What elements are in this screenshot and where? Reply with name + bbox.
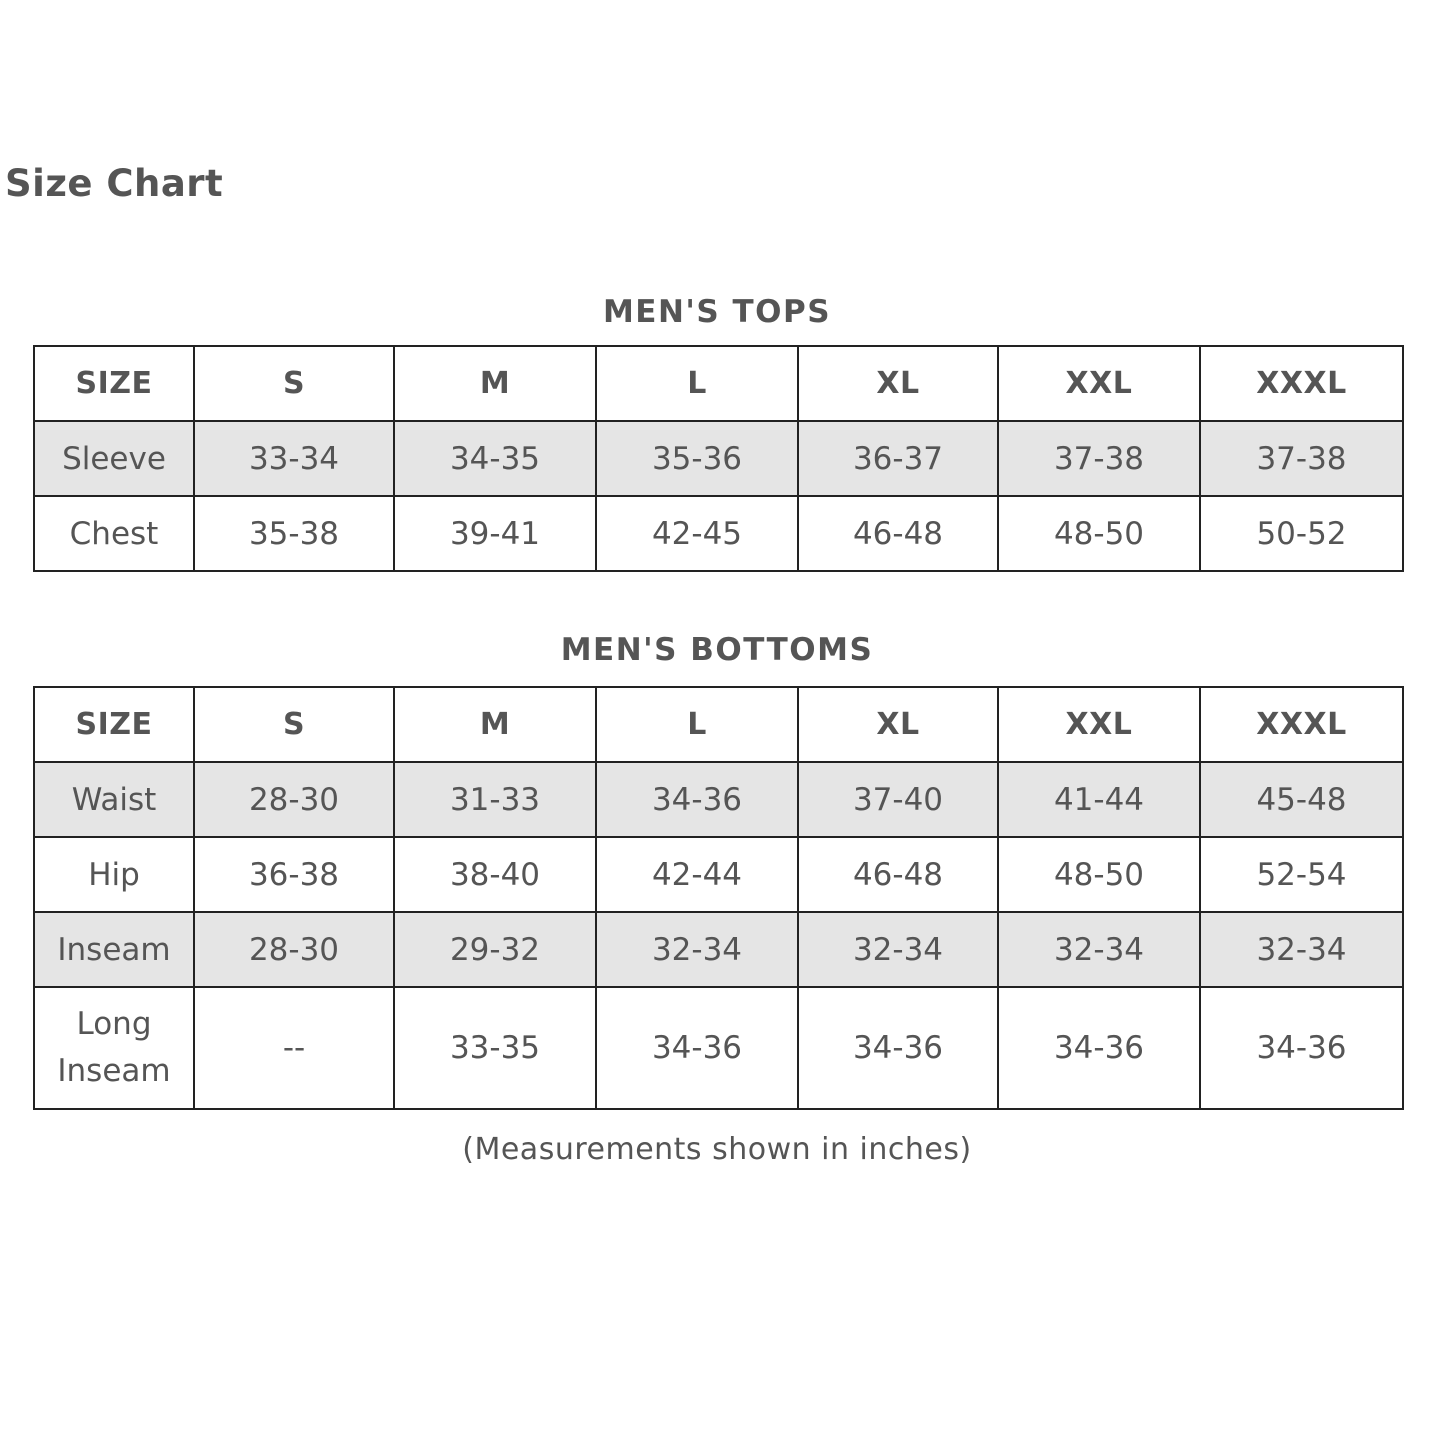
table-cell: 29-32 bbox=[394, 912, 596, 987]
table-row-chest bbox=[34, 496, 1403, 571]
table-cell: 33-35 bbox=[394, 987, 596, 1109]
table-cell: 34-36 bbox=[1200, 987, 1403, 1109]
header-cell-m: M bbox=[394, 346, 596, 421]
table-cell: 33-34 bbox=[194, 421, 394, 496]
table-cell: 38-40 bbox=[394, 837, 596, 912]
table-cell: 32-34 bbox=[798, 912, 998, 987]
table-cell: 34-36 bbox=[596, 762, 798, 837]
tops-section-title: MEN'S TOPS bbox=[602, 294, 832, 330]
row-label: Hip bbox=[34, 837, 194, 912]
table-row-waist bbox=[34, 762, 1403, 837]
table-cell: 37-38 bbox=[998, 421, 1200, 496]
table-cell: 41-44 bbox=[998, 762, 1200, 837]
header-cell-xxxl: XXXL bbox=[1200, 346, 1403, 421]
header-cell-s: S bbox=[194, 687, 394, 762]
header-cell-s: S bbox=[194, 346, 394, 421]
row-label: Waist bbox=[34, 762, 194, 837]
bottoms-section-title: MEN'S BOTTOMS bbox=[560, 632, 874, 668]
table-cell: 48-50 bbox=[998, 496, 1200, 571]
header-cell-xxl: XXL bbox=[998, 346, 1200, 421]
table-row-sleeve bbox=[34, 421, 1403, 496]
table-cell: -- bbox=[194, 987, 394, 1109]
table-cell: 46-48 bbox=[798, 837, 998, 912]
header-cell-m: M bbox=[394, 687, 596, 762]
measurement-footnote: (Measurements shown in inches) bbox=[462, 1132, 972, 1167]
table-cell: 32-34 bbox=[1200, 912, 1403, 987]
row-label: Sleeve bbox=[34, 421, 194, 496]
table-cell: 46-48 bbox=[798, 496, 998, 571]
header-cell-xxxl: XXXL bbox=[1200, 687, 1403, 762]
table-cell: 39-41 bbox=[394, 496, 596, 571]
header-cell-xxl: XXL bbox=[998, 687, 1200, 762]
table-cell: 48-50 bbox=[998, 837, 1200, 912]
table-cell: 35-38 bbox=[194, 496, 394, 571]
header-cell-l: L bbox=[596, 687, 798, 762]
table-cell: 36-38 bbox=[194, 837, 394, 912]
table-cell: 36-37 bbox=[798, 421, 998, 496]
row-label-line-2: Inseam bbox=[57, 1053, 171, 1089]
header-cell-xl: XL bbox=[798, 346, 998, 421]
table-cell: 32-34 bbox=[596, 912, 798, 987]
table-cell: 37-40 bbox=[798, 762, 998, 837]
table-cell: 34-36 bbox=[998, 987, 1200, 1109]
row-label-line-1: Long bbox=[76, 1006, 152, 1042]
bottoms-size-table bbox=[33, 686, 1404, 1110]
table-cell: 37-38 bbox=[1200, 421, 1403, 496]
header-cell-size: SIZE bbox=[34, 346, 194, 421]
table-row-long-inseam bbox=[34, 987, 1403, 1109]
table-row-hip bbox=[34, 837, 1403, 912]
table-cell: 35-36 bbox=[596, 421, 798, 496]
table-cell: 50-52 bbox=[1200, 496, 1403, 571]
table-cell: 28-30 bbox=[194, 912, 394, 987]
table-cell: 34-35 bbox=[394, 421, 596, 496]
table-cell: 32-34 bbox=[998, 912, 1200, 987]
header-cell-xl: XL bbox=[798, 687, 998, 762]
header-cell-size: SIZE bbox=[34, 687, 194, 762]
tops-header-row bbox=[34, 346, 1403, 421]
row-label: Chest bbox=[34, 496, 194, 571]
row-label: Inseam bbox=[34, 912, 194, 987]
table-cell: 45-48 bbox=[1200, 762, 1403, 837]
row-label bbox=[34, 987, 194, 1109]
header-cell-l: L bbox=[596, 346, 798, 421]
table-cell: 52-54 bbox=[1200, 837, 1403, 912]
table-cell: 42-45 bbox=[596, 496, 798, 571]
bottoms-header-row bbox=[34, 687, 1403, 762]
table-cell: 34-36 bbox=[596, 987, 798, 1109]
table-cell: 42-44 bbox=[596, 837, 798, 912]
table-cell: 34-36 bbox=[798, 987, 998, 1109]
table-row-inseam bbox=[34, 912, 1403, 987]
table-cell: 31-33 bbox=[394, 762, 596, 837]
tops-size-table bbox=[33, 345, 1404, 572]
page-title: Size Chart bbox=[5, 162, 224, 205]
table-cell: 28-30 bbox=[194, 762, 394, 837]
